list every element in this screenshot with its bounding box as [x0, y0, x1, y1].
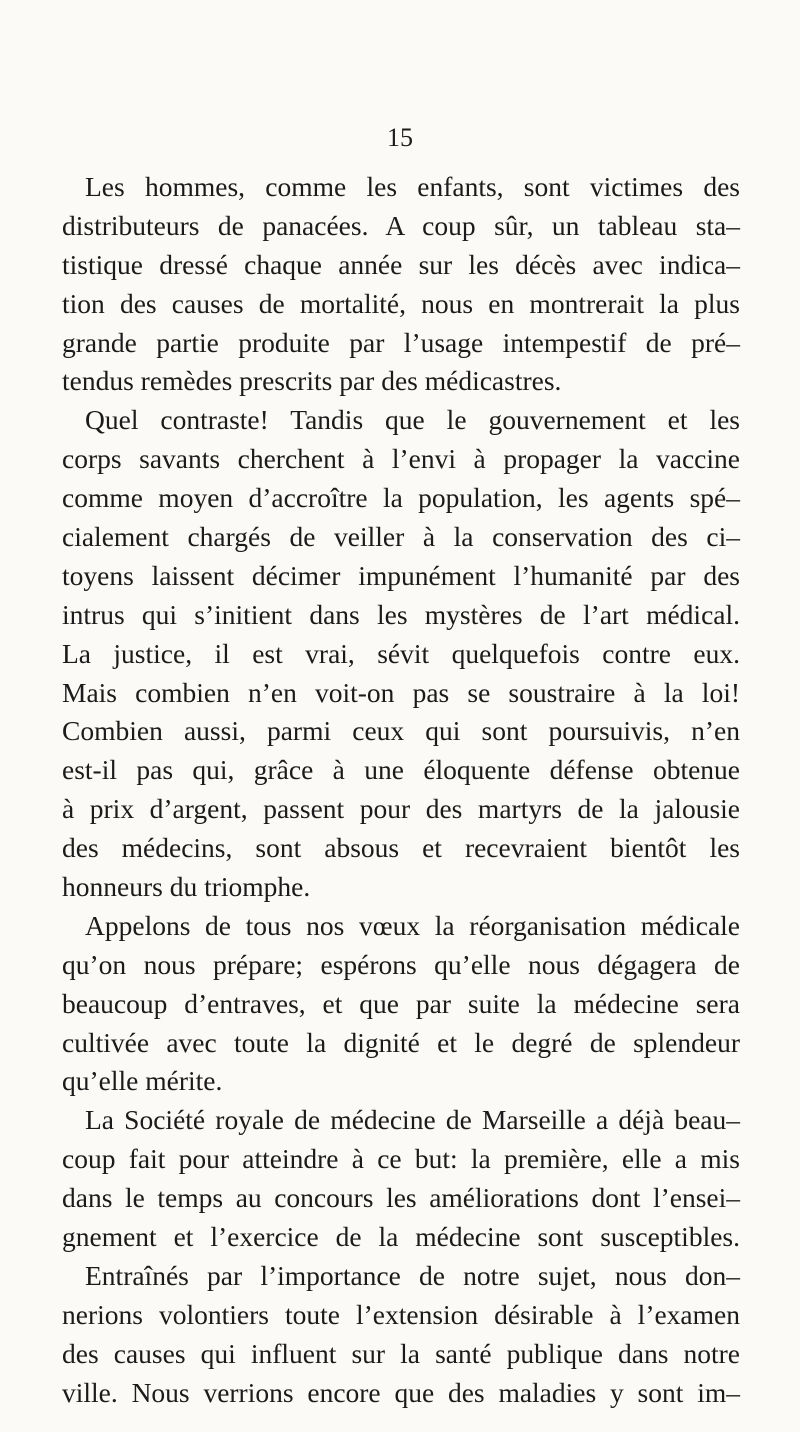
text-line: tistique dressé chaque année sur les décès avec indica–: [62, 248, 740, 280]
text-line: des causes qui influent sur la santé publique dans notre: [62, 1337, 740, 1369]
text-line: coup fait pour atteindre à ce but: la première, elle a mis: [62, 1143, 740, 1175]
text-line: tion des causes de mortalité, nous en montrerait la plus: [62, 287, 740, 319]
text-line: grande partie produite par l’usage intempestif de pré–: [62, 326, 740, 358]
text-line: qu’elle mérite.: [62, 1065, 223, 1097]
text-line: beaucoup d’entraves, et que par suite la médecine sera: [62, 987, 740, 1019]
text-line: cultivée avec toute la dignité et le degré de splendeur: [62, 1026, 740, 1058]
text-line: Les hommes, comme les enfants, sont victimes des: [85, 171, 740, 202]
page-number: 15: [387, 123, 413, 152]
text-line: gnement et l’exercice de la médecine sont susceptibles.: [62, 1221, 740, 1253]
text-line: La Société royale de médecine de Marseille a déjà beau–: [85, 1104, 740, 1136]
text-line: Mais combien n’en voit-on pas se soustraire à la loi!: [62, 676, 740, 708]
text-line: Quel contraste! Tandis que le gouvernement et les: [85, 404, 740, 436]
body-text: [62, 168, 740, 1413]
text-line: dans le temps au concours les améliorations dont l’ensei–: [62, 1182, 740, 1214]
text-line: La justice, il est vrai, sévit quelquefois contre eux.: [62, 637, 740, 669]
text-line: des médecins, sont absous et recevraient bientôt les: [62, 832, 740, 864]
text-line: ville. Nous verrions encore que des maladies y sont im–: [62, 1376, 740, 1408]
text-line: intrus qui s’initient dans les mystères de l’art médical.: [62, 598, 740, 630]
text-line: toyens laissent décimer impunément l’humanité par des: [62, 559, 740, 591]
text-line: honneurs du triomphe.: [62, 871, 311, 903]
text-line: corps savants cherchent à l’envi à propager la vaccine: [62, 443, 740, 475]
text-line: nerions volontiers toute l’extension désirable à l’examen: [62, 1298, 740, 1330]
text-line: qu’on nous prépare; espérons qu’elle nous dégagera de: [62, 948, 740, 980]
text-line: Appelons de tous nos vœux la réorganisation médicale: [85, 909, 740, 941]
text-line: distributeurs de panacées. A coup sûr, un tableau sta–: [62, 209, 740, 241]
text-line: à prix d’argent, passent pour des martyrs de la jalousie: [62, 793, 740, 825]
text-line: tendus remèdes prescrits par des médicastres.: [62, 365, 562, 397]
text-line: est-il pas qui, grâce à une éloquente défense obtenue: [62, 754, 740, 786]
text-line: cialement chargés de veiller à la conservation des ci–: [62, 521, 740, 553]
text-line: comme moyen d’accroître la population, les agents spé–: [62, 482, 740, 514]
text-line: Combien aussi, parmi ceux qui sont poursuivis, n’en: [62, 715, 740, 747]
text-line: Entraînés par l’importance de notre sujet, nous don–: [85, 1259, 740, 1291]
